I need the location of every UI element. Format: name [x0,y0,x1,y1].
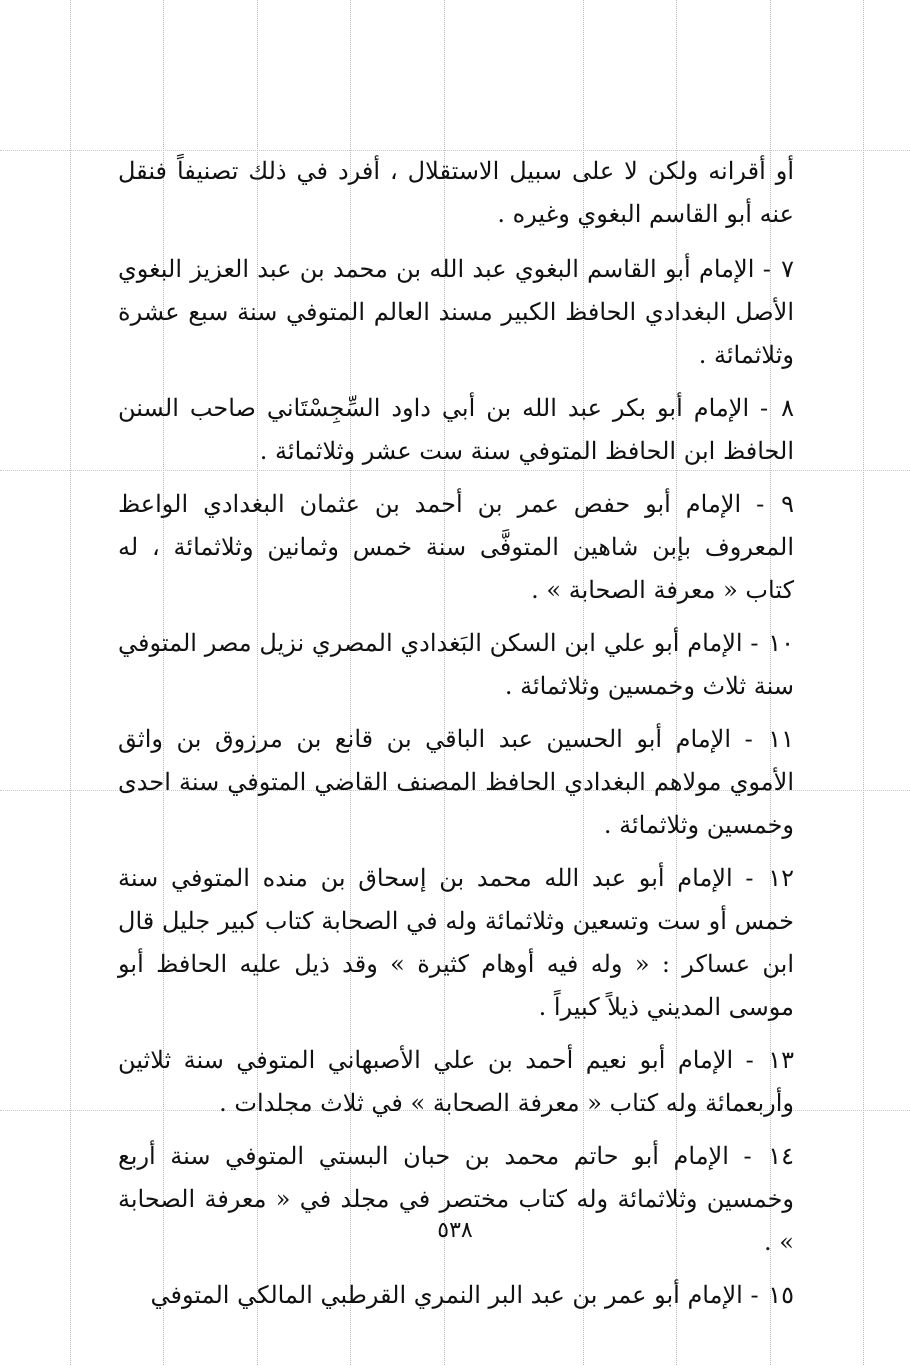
entry-text: الإمام أبو عمر بن عبد البر النمري القرطبي المالكي المتوفي [150,1281,743,1309]
entry-number: ١٣ [768,1046,794,1074]
entry-number: ٩ [781,490,794,518]
entry-11: ١١ - الإمام أبو الحسين عبد الباقي بن قانع بن مرزوق بن واثق الأموي مولاهم البغدادي الحافظ المصنف القاضي المتوفي سنة احدى وخمسين وثلاثمائة . [118,725,794,839]
entry-15: ١٥ - الإمام أبو عمر بن عبد البر النمري القرطبي المالكي المتوفي [150,1281,794,1309]
entry-number: ٨ [781,394,794,422]
entry-13: ١٣ - الإمام أبو نعيم أحمد بن علي الأصبهاني المتوفي سنة ثلاثين وأربعمائة وله كتاب « معرفة الصحابة » في ثلاث مجلدات . [118,1046,794,1117]
entry-text: الإمام أبو حفص عمر بن أحمد بن عثمان البغدادي الواعظ المعروف بإبن شاهين المتوفَّى سنة خمس وثمانين وثلاثمائة ، له كتاب « معرفة الصحابة » . [118,490,794,604]
entry-12: ١٢ - الإمام أبو عبد الله محمد بن إسحاق بن منده المتوفي سنة خمس أو ست وتسعين وثلاثمائة وله في الصحابة كتاب كبير جليل قال ابن عساكر : « وله فيه أوهام كثيرة » وقد ذيل عليه الحافظ أبو موسى المديني ذيلاً كبيراً . [118,864,794,1021]
entry-number: ١٠ [768,629,795,657]
entry-7: ٧ - الإمام أبو القاسم البغوي عبد الله بن محمد بن عبد العزيز البغوي الأصل البغدادي الحافظ الكبير مسند العالم المتوفي سنة سبع عشرة وثلاثمائة . [118,255,795,369]
entry-text: الإمام أبو حاتم محمد بن حبان البستي المتوفي سنة أربع وخمسين وثلاثمائة وله كتاب مختصر في مجلد في « معرفة الصحابة » . [118,1142,794,1256]
entry-number: ١٢ [768,864,794,892]
entry-14: ١٤ - الإمام أبو حاتم محمد بن حبان البستي المتوفي سنة أربع وخمسين وثلاثمائة وله كتاب مختصر في مجلد في « معرفة الصحابة » . [118,1142,794,1256]
entry-9: ٩ - الإمام أبو حفص عمر بن أحمد بن عثمان البغدادي الواعظ المعروف بإبن شاهين المتوفَّى سنة خمس وثمانين وثلاثمائة ، له كتاب « معرفة الصحابة » . [118,490,794,604]
paragraph-text: أو أقرانه ولكن لا على سبيل الاستقلال ، أفرد في ذلك تصنيفاً فنقل عنه أبو القاسم البغوي وغيره . [118,157,794,228]
page-number: ٥٣٨ [437,1218,473,1243]
entry-number: ١٥ [768,1281,794,1309]
entry-text: الإمام أبو الحسين عبد الباقي بن قانع بن مرزوق بن واثق الأموي مولاهم البغدادي الحافظ المصنف القاضي المتوفي سنة احدى وخمسين وثلاثمائة . [118,725,794,839]
paragraph-continuation [118,150,794,236]
entry-text: الإمام أبو علي ابن السكن البَغدادي المصري نزيل مصر المتوفي سنة ثلاث وخمسين وثلاثمائة . [118,629,794,700]
entry-number: ١١ [768,725,794,753]
entry-number: ١٤ [768,1142,794,1170]
entry-text: الإمام أبو نعيم أحمد بن علي الأصبهاني المتوفي سنة ثلاثين وأربعمائة وله كتاب « معرفة الصحابة » في ثلاث مجلدات . [118,1046,794,1117]
entry-text: الإمام أبو القاسم البغوي عبد الله بن محمد بن عبد العزيز البغوي الأصل البغدادي الحافظ الكبير مسند العالم المتوفي سنة سبع عشرة وثلاثمائة . [118,255,795,369]
entry-text: الإمام أبو بكر عبد الله بن أبي داود السِّجِسْتَاني صاحب السنن الحافظ ابن الحافظ المتوفي سنة ست عشر وثلاثمائة . [118,394,794,465]
entry-8: ٨ - الإمام أبو بكر عبد الله بن أبي داود السِّجِسْتَاني صاحب السنن الحافظ ابن الحافظ المتوفي سنة ست عشر وثلاثمائة . [118,394,794,465]
document-body [118,150,794,1317]
entry-text: الإمام أبو عبد الله محمد بن إسحاق بن منده المتوفي سنة خمس أو ست وتسعين وثلاثمائة وله في الصحابة كتاب كبير جليل قال ابن عساكر : « وله فيه أوهام كثيرة » وقد ذيل عليه الحافظ أبو موسى المديني ذيلاً كبيراً . [118,864,794,1021]
entry-10: ١٠ - الإمام أبو علي ابن السكن البَغدادي المصري نزيل مصر المتوفي سنة ثلاث وخمسين وثلاثمائة . [118,629,795,700]
entry-number: ٧ [781,255,794,283]
